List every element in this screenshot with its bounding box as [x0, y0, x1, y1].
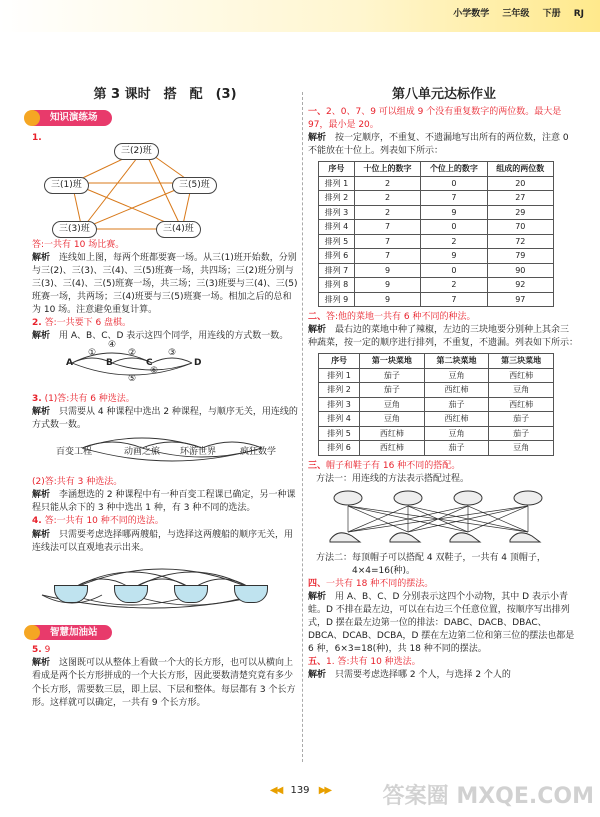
veg-table-cell: 豆角	[360, 412, 425, 427]
arc-num-6: ⑥	[150, 366, 159, 377]
table-row	[319, 278, 554, 293]
digit-table-cell: 9	[354, 292, 420, 307]
page-header-bar	[0, 0, 600, 32]
s2-answer: 答:他的菜地一共有 6 种不同的种法。	[326, 312, 476, 323]
s4-analysis-label: 解析	[308, 592, 327, 603]
class-box-3-4: 三(4)班	[156, 221, 201, 238]
digit-table-cell: 9	[354, 278, 420, 293]
boat-diagram	[32, 555, 300, 617]
point-b: B	[106, 358, 113, 369]
q3-analysis-2: 李涵想选的 2 种课程中有一种百变工程课已确定，另一种课程只能从余下的 3 种中选出 1 种，有 3 种不同的选法。	[32, 490, 296, 514]
q2-number: 2.	[32, 318, 42, 329]
two-digit-table	[318, 161, 554, 307]
digit-table-header-2: 个位上的数字	[421, 162, 487, 177]
digit-table-cell: 0	[421, 220, 487, 235]
digit-table-cell: 7	[421, 292, 487, 307]
table-row	[319, 412, 554, 427]
course-2: 动画之旅	[124, 447, 161, 458]
q3-analysis1-label: 解析	[32, 407, 51, 418]
veg-table-cell: 排列 4	[319, 412, 360, 427]
course-4: 疯狂数学	[240, 447, 277, 458]
q3-answer-1: (1)答:共有 6 种选法。	[44, 394, 135, 405]
right-unit-title: 第八单元达标作业	[391, 87, 496, 102]
digit-table-cell: 2	[354, 176, 420, 191]
digit-table-cell: 9	[421, 205, 487, 220]
veg-table-cell: 排列 2	[319, 383, 360, 398]
veg-table-cell: 茄子	[360, 383, 425, 398]
q1-number: 1.	[32, 132, 42, 143]
left-lesson-title: 第 3 课时 搭 配 (3)	[93, 87, 237, 102]
veg-table-header-1: 第一块菜地	[360, 354, 425, 369]
digit-table-cell: 排列 5	[319, 234, 355, 249]
veg-table-cell: 西红柿	[489, 397, 554, 412]
table-row	[319, 176, 554, 191]
q4-analysis-label: 解析	[32, 529, 51, 540]
q4-number: 4.	[32, 516, 42, 527]
veg-table-cell: 豆角	[489, 441, 554, 456]
s3-answer: 帽子和鞋子有 16 种不同的搭配。	[326, 460, 461, 471]
table-row	[319, 397, 554, 412]
veg-table-cell: 排列 3	[319, 397, 360, 412]
s5-answer: 1. 答:共有 10 种选法。	[326, 657, 421, 668]
class-box-3-3: 三(3)班	[52, 221, 97, 238]
header-volume: 下册	[542, 9, 561, 19]
veg-table-header-2: 第二块菜地	[424, 354, 489, 369]
veg-table-cell: 西红柿	[424, 412, 489, 427]
digit-table-cell: 排列 7	[319, 263, 355, 278]
veg-table-cell: 排列 6	[319, 441, 360, 456]
veg-table-cell: 豆角	[360, 397, 425, 412]
table-row	[319, 220, 554, 235]
q2-analysis-label: 解析	[32, 331, 51, 342]
left-column	[32, 110, 300, 710]
course-3: 环游世界	[180, 447, 217, 458]
class-match-diagram	[32, 141, 300, 239]
digit-table-cell: 70	[487, 220, 553, 235]
digit-table-cell: 排列 3	[319, 205, 355, 220]
table-row	[319, 441, 554, 456]
digit-table-cell: 排列 8	[319, 278, 355, 293]
q3-analysis2-label: 解析	[32, 490, 51, 501]
veg-table-cell: 茄子	[424, 397, 489, 412]
header-subject: 小学数学	[453, 9, 490, 19]
digit-table-cell: 9	[421, 249, 487, 264]
digit-table-cell: 7	[354, 234, 420, 249]
table-row	[319, 292, 554, 307]
page-number: 139	[290, 785, 310, 796]
s5-analysis: 只需要考虑选择哪 2 个人，与选择 2 个人的	[335, 670, 511, 681]
digit-table-header-1: 十位上的数字	[354, 162, 420, 177]
course-1: 百变工程	[56, 447, 93, 458]
s1-analysis: 按一定顺序，不重复、不遗漏地写出所有的两位数，注意 0 不能放在十位上。列表如下所示：	[308, 133, 569, 157]
veg-table-header-3: 第三块菜地	[489, 354, 554, 369]
q3-analysis-1: 只需要从 4 种课程中选出 2 种课程，与顺序无关，用连线的方式数一数。	[32, 407, 298, 431]
arc-num-5: ⑤	[128, 374, 137, 385]
veg-table-cell: 西红柿	[360, 426, 425, 441]
digit-table-cell: 79	[487, 249, 553, 264]
q5-analysis-label: 解析	[32, 658, 51, 669]
right-column	[308, 106, 578, 682]
header-info	[443, 8, 584, 21]
q3-number: 3.	[32, 394, 42, 405]
table-row	[319, 426, 554, 441]
digit-table-cell: 20	[487, 176, 553, 191]
digit-table-cell: 92	[487, 278, 553, 293]
s3-method-2b: 4×4=16(种)。	[316, 565, 416, 576]
s3-method-2: 方法二：每顶帽子可以搭配 4 双鞋子，一共有 4 顶帽子，	[316, 552, 546, 563]
s2-analysis: 最右边的菜地中种了辣椒，左边的三块地要分别种上其余三种蔬菜，按一定的顺序进行排列，不重复，不遗漏。列表如下所示：	[308, 325, 579, 349]
header-edition: RJ	[573, 9, 584, 19]
digit-table-cell: 排列 4	[319, 220, 355, 235]
hat-shoe-lines	[308, 486, 578, 552]
q5-answer: 9	[44, 645, 51, 656]
s3-number: 三、	[308, 460, 327, 471]
table-row	[319, 191, 554, 206]
q2-answer: 答:一共要下 6 盘棋。	[44, 318, 132, 329]
digit-table-cell: 0	[421, 263, 487, 278]
arc-num-1: ①	[88, 348, 97, 359]
veg-table-header-0: 序号	[319, 354, 360, 369]
abcd-arc-diagram	[32, 340, 300, 387]
hat-shoe-diagram	[308, 486, 578, 552]
q1-analysis-label: 解析	[32, 252, 51, 263]
table-row	[319, 383, 554, 398]
digit-table-cell: 7	[421, 191, 487, 206]
digit-table-cell: 2	[421, 234, 487, 249]
s5-analysis-label: 解析	[308, 670, 327, 681]
digit-table-cell: 7	[354, 249, 420, 264]
s1-analysis-label: 解析	[308, 133, 327, 144]
veg-table-cell: 茄子	[424, 441, 489, 456]
arc-num-4: ④	[108, 340, 117, 351]
digit-table-cell: 72	[487, 234, 553, 249]
veg-table-cell: 茄子	[360, 368, 425, 383]
course-arc-diagram	[32, 432, 300, 472]
veg-table-cell: 豆角	[424, 426, 489, 441]
veg-table-cell: 茄子	[489, 426, 554, 441]
s4-number: 四、	[308, 579, 327, 590]
s4-analysis: 用 A、B、C、D 分别表示这四个小动物，其中 D 表示小青蛙。D 不排在最左边，可以在右边三个任意位置，按顺序写出排列式，D 摆在最左边第一位的排法：DABC、DACB、DBAC、DBCA、DCAB、DCBA，D 摆在左边第二位和第三位的摆法也都是 6 种，6×3=18(种)，共 18 种不同的摆法。	[308, 592, 575, 655]
digit-table-cell: 97	[487, 292, 553, 307]
q3-answer-2: (2)答:共有 3 种选法。	[32, 477, 123, 488]
digit-table-cell: 29	[487, 205, 553, 220]
veg-table-cell: 豆角	[424, 368, 489, 383]
digit-table-cell: 0	[421, 176, 487, 191]
digit-table-cell: 2	[354, 205, 420, 220]
veg-table-cell: 西红柿	[424, 383, 489, 398]
class-box-3-2: 三(2)班	[114, 143, 159, 160]
table-row	[319, 234, 554, 249]
section-banner-wisdom: 智慧加油站	[32, 625, 112, 641]
s2-number: 二、	[308, 312, 327, 323]
digit-table-cell: 9	[354, 263, 420, 278]
digit-table-header-3: 组成的两位数	[487, 162, 553, 177]
table-row	[319, 249, 554, 264]
arc-num-2: ②	[128, 348, 137, 359]
veg-table-cell: 西红柿	[360, 441, 425, 456]
q4-answer: 答:一共有 10 种不同的选法。	[44, 516, 164, 527]
q2-analysis: 用 A、B、C、D 表示这四个同学，用连线的方式数一数。	[59, 331, 289, 342]
digit-table-cell: 排列 2	[319, 191, 355, 206]
column-divider	[302, 92, 303, 762]
q5-number: 5.	[32, 645, 42, 656]
table-row	[319, 205, 554, 220]
section-banner-practice: 知识演练场	[32, 110, 112, 126]
point-a: A	[66, 358, 73, 369]
digit-table-cell: 7	[354, 220, 420, 235]
watermark-logo: 答案圈 MXQE.COM	[382, 784, 594, 810]
digit-table-cell: 排列 9	[319, 292, 355, 307]
vegetable-table	[318, 353, 554, 456]
veg-table-cell: 豆角	[489, 383, 554, 398]
class-box-3-1: 三(1)班	[44, 177, 89, 194]
s1-answer: 2、0、7、9 可以组成 9 个没有重复数字的两位数。最大是 97，最小是 20。	[308, 107, 562, 131]
s3-method-1: 方法一：用连线的方法表示搭配过程。	[316, 473, 470, 484]
q5-analysis: 这图既可以从整体上看做一个大的长方形，也可以从横向上看成是两个长方形拼成的一个大长方形，因此要数清楚究竟有多少个长方形，需要数三层，即上层、下层和整体。每层都有 3 个长方形。这样就可以确定，一共有 9 个长方形。	[32, 658, 296, 708]
digit-table-cell: 90	[487, 263, 553, 278]
s1-number: 一、	[308, 107, 327, 117]
s2-analysis-label: 解析	[308, 325, 327, 336]
point-c: C	[146, 358, 153, 369]
veg-table-cell: 茄子	[489, 412, 554, 427]
header-grade: 三年级	[502, 9, 530, 19]
q4-analysis: 只需要考虑选择哪两艘船，与选择这两艘船的顺序无关，用连线法可以直观地表示出来。	[32, 529, 294, 553]
veg-table-cell: 排列 5	[319, 426, 360, 441]
q1-answer: 答:一共有 10 场比赛。	[32, 239, 125, 250]
point-d: D	[194, 358, 202, 369]
s4-answer: 一共有 18 种不同的摆法。	[326, 579, 434, 590]
digit-table-cell: 2	[354, 191, 420, 206]
q1-analysis: 连线如上图，每两个班都要赛一场。从三(1)班开始数，分别与三(2)、三(3)、三(4)、三(5)班赛一场，共四场；三(2)班分别与三(3)、三(4)、三(5)班赛一场，共三场；三(3)班要与三(4)、三(5)班赛一场，共两场；三(4)班要与三(5)班赛一场。相加之后的总和为 10 场。注意避免重复计算。	[32, 252, 298, 316]
digit-table-cell: 27	[487, 191, 553, 206]
class-box-3-5: 三(5)班	[172, 177, 217, 194]
digit-table-header-0: 序号	[319, 162, 355, 177]
digit-table-cell: 排列 1	[319, 176, 355, 191]
prev-arrows-icon: ◀◀	[269, 785, 282, 796]
next-arrows-icon: ▶▶	[318, 785, 331, 796]
table-row	[319, 263, 554, 278]
table-row	[319, 368, 554, 383]
digit-table-cell: 2	[421, 278, 487, 293]
s5-number: 五、	[308, 657, 327, 668]
veg-table-cell: 西红柿	[489, 368, 554, 383]
veg-table-cell: 排列 1	[319, 368, 360, 383]
arc-num-3: ③	[168, 348, 177, 359]
digit-table-cell: 排列 6	[319, 249, 355, 264]
